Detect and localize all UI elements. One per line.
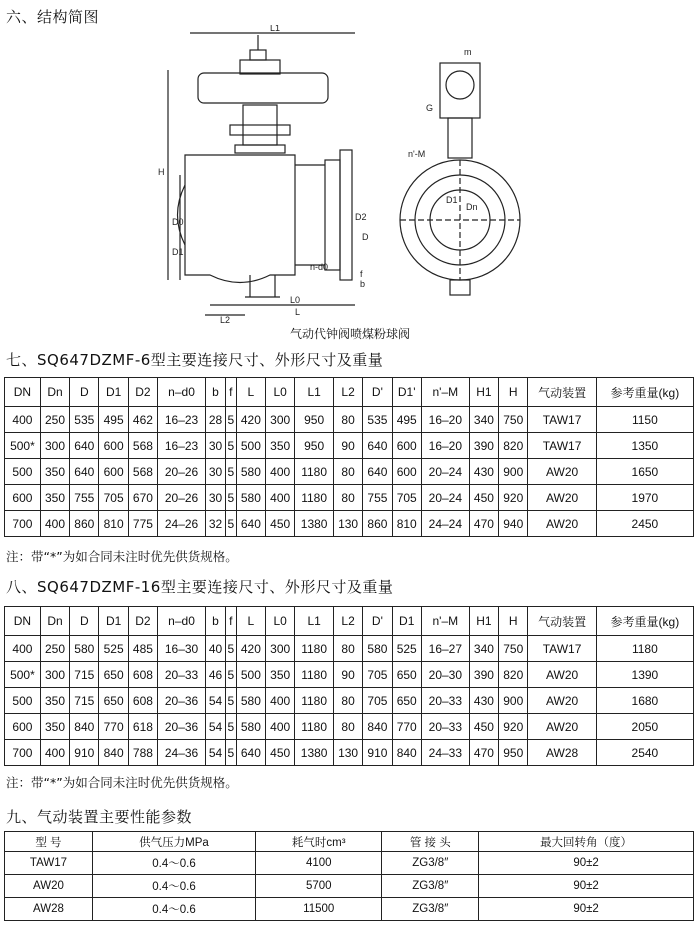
table-cell: 20–30 <box>421 662 469 688</box>
table-sq647-16 <box>4 606 694 766</box>
column-header: n–d0 <box>158 378 206 407</box>
section-9-title: 九、气动装置主要性能参数 <box>6 808 193 826</box>
table-cell: 860 <box>363 511 392 537</box>
column-header: H <box>499 378 528 407</box>
table-cell: 1150 <box>596 407 693 433</box>
table-cell: 600 <box>99 459 128 485</box>
table-cell: 470 <box>469 740 498 766</box>
column-header: L0 <box>266 607 295 636</box>
svg-text:D: D <box>362 232 369 242</box>
table-cell: 450 <box>469 714 498 740</box>
column-header: L <box>236 378 265 407</box>
table-cell: 670 <box>128 485 157 511</box>
table-cell: 20–26 <box>158 459 206 485</box>
column-header: H <box>499 607 528 636</box>
table-cell: AW20 <box>528 688 596 714</box>
column-header: 型 号 <box>5 832 93 852</box>
table-cell: 420 <box>236 636 265 662</box>
table-cell: 5 <box>226 688 237 714</box>
table-cell: 640 <box>236 740 265 766</box>
table-row <box>5 875 694 898</box>
table-cell: 500 <box>5 688 41 714</box>
table-cell: 640 <box>70 433 99 459</box>
table-row <box>5 898 694 921</box>
table-cell: 755 <box>70 485 99 511</box>
column-header: D2 <box>128 378 157 407</box>
table-cell: 1380 <box>295 740 334 766</box>
column-header: D1' <box>392 378 421 407</box>
column-header: L0 <box>266 378 295 407</box>
table-cell: 90±2 <box>479 852 694 875</box>
table-cell: 1650 <box>596 459 693 485</box>
table-cell: 450 <box>266 740 295 766</box>
table-actuator-performance <box>4 831 694 921</box>
column-header: D' <box>363 378 392 407</box>
table-cell: 755 <box>363 485 392 511</box>
table-cell: 840 <box>70 714 99 740</box>
table-cell: 90 <box>333 662 362 688</box>
column-header: 耗气时cm³ <box>256 832 382 852</box>
table-cell: 250 <box>40 407 69 433</box>
table-cell: 495 <box>392 407 421 433</box>
table-cell: 16–23 <box>158 407 206 433</box>
column-header: n'–M <box>421 378 469 407</box>
table-cell: 16–27 <box>421 636 469 662</box>
column-header: D2 <box>128 607 157 636</box>
section-7-title: 七、SQ647DZMF-6型主要连接尺寸、外形尺寸及重量 <box>6 351 384 369</box>
column-header: D <box>70 378 99 407</box>
table-cell: AW20 <box>5 875 93 898</box>
table-cell: AW20 <box>528 485 596 511</box>
table-cell: 840 <box>99 740 128 766</box>
table-cell: 30 <box>205 459 225 485</box>
table-cell: 950 <box>295 407 334 433</box>
table-cell: 608 <box>128 662 157 688</box>
table-cell: 5 <box>226 407 237 433</box>
table-cell: 1180 <box>295 459 334 485</box>
table-cell: TAW17 <box>5 852 93 875</box>
table-cell: 300 <box>40 662 69 688</box>
table-cell: 715 <box>70 688 99 714</box>
table-row <box>5 688 694 714</box>
table-cell: 20–36 <box>158 714 206 740</box>
table-row <box>5 459 694 485</box>
table-cell: 750 <box>499 407 528 433</box>
table-cell: 350 <box>40 459 69 485</box>
table-cell: 300 <box>40 433 69 459</box>
table-cell: 500 <box>236 662 265 688</box>
table-cell: 24–24 <box>421 511 469 537</box>
column-header: D <box>70 607 99 636</box>
valve-schematic <box>150 25 570 325</box>
table-cell: 5 <box>226 636 237 662</box>
table-cell: 340 <box>469 407 498 433</box>
table-cell: 400 <box>266 485 295 511</box>
table-cell: 40 <box>205 636 225 662</box>
svg-text:G: G <box>426 103 434 113</box>
table-cell: 810 <box>392 511 421 537</box>
table-cell: 600 <box>5 714 41 740</box>
table-cell: 820 <box>499 662 528 688</box>
structure-drawing <box>150 25 570 345</box>
table-cell: 618 <box>128 714 157 740</box>
table-cell: 20–24 <box>421 459 469 485</box>
table-cell: 5700 <box>256 875 382 898</box>
column-header: b <box>205 378 225 407</box>
table-cell: 568 <box>128 459 157 485</box>
column-header: H1 <box>469 378 498 407</box>
table-cell: 16–20 <box>421 433 469 459</box>
table-cell: 46 <box>205 662 225 688</box>
table-cell: 30 <box>205 485 225 511</box>
table-cell: 775 <box>128 511 157 537</box>
table-cell: 650 <box>99 662 128 688</box>
table-cell: 900 <box>499 688 528 714</box>
table-cell: 1380 <box>295 511 334 537</box>
table-cell: 1180 <box>295 688 334 714</box>
table-cell: 11500 <box>256 898 382 921</box>
column-header: 参考重量(kg) <box>596 607 693 636</box>
column-header: L2 <box>333 607 362 636</box>
column-header: DN <box>5 607 41 636</box>
table-note: 注：带“*”为如合同未注时优先供货规格。 <box>6 775 238 790</box>
table-cell: 450 <box>469 485 498 511</box>
table-cell: 1390 <box>596 662 693 688</box>
table-cell: AW20 <box>528 459 596 485</box>
table-sq647-6 <box>4 377 694 537</box>
table-note: 注：带“*”为如合同未注时优先供货规格。 <box>6 549 238 564</box>
column-header: 气动装置 <box>528 378 596 407</box>
table-cell: 495 <box>99 407 128 433</box>
table-cell: ZG3/8″ <box>382 875 479 898</box>
table-cell: 485 <box>128 636 157 662</box>
table-cell: 580 <box>236 688 265 714</box>
table-cell: 640 <box>236 511 265 537</box>
table-cell: 950 <box>295 433 334 459</box>
column-header: f <box>226 378 237 407</box>
table-cell: 350 <box>40 714 69 740</box>
table-cell: 130 <box>333 740 362 766</box>
table-cell: 250 <box>40 636 69 662</box>
table-cell: 500 <box>236 433 265 459</box>
table-cell: 920 <box>499 714 528 740</box>
table-cell: 820 <box>499 433 528 459</box>
table-cell: 24–36 <box>158 740 206 766</box>
table-cell: 580 <box>236 714 265 740</box>
section-8-title: 八、SQ647DZMF-16型主要连接尺寸、外形尺寸及重量 <box>6 578 394 596</box>
actuator-body <box>198 73 328 103</box>
table-cell: 470 <box>469 511 498 537</box>
table-cell: AW20 <box>528 511 596 537</box>
table-cell: 0.4～0.6 <box>92 852 255 875</box>
section-6-title: 六、结构简图 <box>6 8 100 26</box>
svg-text:n'-M: n'-M <box>408 149 426 159</box>
table-cell: 705 <box>363 688 392 714</box>
table-cell: 1180 <box>295 636 334 662</box>
table-cell: 5 <box>226 740 237 766</box>
table-cell: 90 <box>333 433 362 459</box>
table-header-row <box>5 378 694 407</box>
table-cell: 840 <box>363 714 392 740</box>
table-cell: 910 <box>70 740 99 766</box>
table-cell: 900 <box>499 459 528 485</box>
table-cell: 20–24 <box>421 485 469 511</box>
table-cell: 24–33 <box>421 740 469 766</box>
table-cell: 390 <box>469 662 498 688</box>
table-cell: AW28 <box>5 898 93 921</box>
table-cell: 350 <box>266 662 295 688</box>
table-cell: TAW17 <box>528 636 596 662</box>
table-cell: 54 <box>205 688 225 714</box>
table-cell: 0.4～0.6 <box>92 875 255 898</box>
table-cell: 525 <box>99 636 128 662</box>
table-row <box>5 407 694 433</box>
table-cell: 80 <box>333 688 362 714</box>
table-cell: 640 <box>363 459 392 485</box>
table-cell: 1180 <box>295 485 334 511</box>
table-cell: 1180 <box>295 714 334 740</box>
table-cell: 700 <box>5 511 41 537</box>
table-cell: 600 <box>392 459 421 485</box>
table-cell: 5 <box>226 662 237 688</box>
table-cell: 28 <box>205 407 225 433</box>
table-cell: 130 <box>333 511 362 537</box>
column-header: D' <box>363 607 392 636</box>
column-header: L1 <box>295 378 334 407</box>
table-cell: 580 <box>236 459 265 485</box>
svg-text:Dn: Dn <box>466 202 478 212</box>
table-cell: 80 <box>333 714 362 740</box>
svg-text:D1: D1 <box>446 195 458 205</box>
table-cell: 90±2 <box>479 898 694 921</box>
column-header: Dn <box>40 607 69 636</box>
table-row <box>5 714 694 740</box>
column-header: 管 接 头 <box>382 832 479 852</box>
table-cell: 1680 <box>596 688 693 714</box>
table-cell: 20–33 <box>421 714 469 740</box>
table-cell: 750 <box>499 636 528 662</box>
table-cell: 705 <box>392 485 421 511</box>
table-cell: 5 <box>226 714 237 740</box>
table-cell: 770 <box>99 714 128 740</box>
svg-text:L0: L0 <box>290 295 301 305</box>
table-cell: 0.4～0.6 <box>92 898 255 921</box>
svg-text:L2: L2 <box>220 315 231 325</box>
svg-text:H: H <box>158 167 165 177</box>
table-cell: 462 <box>128 407 157 433</box>
column-header: D1 <box>392 607 421 636</box>
table-row <box>5 636 694 662</box>
table-cell: 390 <box>469 433 498 459</box>
table-cell: 500* <box>5 433 41 459</box>
table-cell: 90±2 <box>479 875 694 898</box>
table-cell: 430 <box>469 688 498 714</box>
table-cell: 400 <box>40 511 69 537</box>
column-header: D1 <box>99 378 128 407</box>
table-cell: 705 <box>363 662 392 688</box>
table-cell: 5 <box>226 459 237 485</box>
table-cell: 350 <box>266 433 295 459</box>
svg-text:b: b <box>360 279 366 289</box>
table-cell: 350 <box>40 485 69 511</box>
table-row <box>5 740 694 766</box>
table-row <box>5 485 694 511</box>
table-row <box>5 511 694 537</box>
table-cell: 535 <box>363 407 392 433</box>
table-cell: 5 <box>226 433 237 459</box>
table-cell: 600 <box>99 433 128 459</box>
table-cell: 940 <box>499 511 528 537</box>
table-cell: 80 <box>333 636 362 662</box>
table-cell: 525 <box>392 636 421 662</box>
table-cell: 920 <box>499 485 528 511</box>
column-header: f <box>226 607 237 636</box>
table-cell: TAW17 <box>528 407 596 433</box>
column-header: L2 <box>333 378 362 407</box>
svg-text:n-d0: n-d0 <box>310 262 329 272</box>
svg-text:f: f <box>360 269 363 279</box>
table-cell: 20–33 <box>421 688 469 714</box>
table-cell: 16–30 <box>158 636 206 662</box>
table-header-row <box>5 832 694 852</box>
table-cell: 400 <box>266 714 295 740</box>
table-cell: 1180 <box>596 636 693 662</box>
table-cell: 400 <box>5 636 41 662</box>
table-cell: 400 <box>5 407 41 433</box>
table-cell: 715 <box>70 662 99 688</box>
table-cell: 32 <box>205 511 225 537</box>
table-cell: 580 <box>236 485 265 511</box>
table-cell: 770 <box>392 714 421 740</box>
column-header: 参考重量(kg) <box>596 378 693 407</box>
table-cell: 535 <box>70 407 99 433</box>
table-cell: 30 <box>205 433 225 459</box>
table-cell: 650 <box>392 688 421 714</box>
column-header: b <box>205 607 225 636</box>
table-cell: 340 <box>469 636 498 662</box>
table-cell: 1970 <box>596 485 693 511</box>
table-cell: 1350 <box>596 433 693 459</box>
table-cell: 608 <box>128 688 157 714</box>
table-cell: 788 <box>128 740 157 766</box>
table-cell: 600 <box>392 433 421 459</box>
table-cell: 300 <box>266 636 295 662</box>
table-cell: 400 <box>40 740 69 766</box>
table-row <box>5 852 694 875</box>
table-cell: AW28 <box>528 740 596 766</box>
column-header: n–d0 <box>158 607 206 636</box>
column-header: 最大回转角（度） <box>479 832 694 852</box>
column-header: Dn <box>40 378 69 407</box>
table-cell: 810 <box>99 511 128 537</box>
table-cell: 650 <box>392 662 421 688</box>
table-cell: 640 <box>70 459 99 485</box>
column-header: 供气压力MPa <box>92 832 255 852</box>
table-cell: AW20 <box>528 714 596 740</box>
table-cell: 2540 <box>596 740 693 766</box>
table-cell: 80 <box>333 485 362 511</box>
column-header: H1 <box>469 607 498 636</box>
table-cell: 5 <box>226 485 237 511</box>
table-cell: 500* <box>5 662 41 688</box>
table-cell: 580 <box>70 636 99 662</box>
table-cell: 650 <box>99 688 128 714</box>
table-cell: 5 <box>226 511 237 537</box>
svg-text:L: L <box>295 307 301 317</box>
column-header: L1 <box>295 607 334 636</box>
table-cell: 430 <box>469 459 498 485</box>
table-cell: ZG3/8″ <box>382 852 479 875</box>
table-cell: 840 <box>392 740 421 766</box>
svg-text:D1: D1 <box>172 247 184 257</box>
column-header: DN <box>5 378 41 407</box>
table-cell: 500 <box>5 459 41 485</box>
table-cell: 24–26 <box>158 511 206 537</box>
table-cell: 2050 <box>596 714 693 740</box>
table-cell: 950 <box>499 740 528 766</box>
table-cell: TAW17 <box>528 433 596 459</box>
table-cell: 54 <box>205 740 225 766</box>
table-cell: 300 <box>266 407 295 433</box>
table-cell: 16–23 <box>158 433 206 459</box>
svg-text:m: m <box>464 47 472 57</box>
table-cell: 705 <box>99 485 128 511</box>
table-row <box>5 662 694 688</box>
table-cell: 580 <box>363 636 392 662</box>
table-cell: 600 <box>5 485 41 511</box>
table-cell: 1180 <box>295 662 334 688</box>
column-header: L <box>236 607 265 636</box>
actuator-top <box>240 60 280 74</box>
table-cell: 4100 <box>256 852 382 875</box>
table-cell: 80 <box>333 459 362 485</box>
table-cell: 400 <box>266 459 295 485</box>
table-cell: 80 <box>333 407 362 433</box>
table-cell: 700 <box>5 740 41 766</box>
table-cell: 450 <box>266 511 295 537</box>
table-header-row <box>5 607 694 636</box>
column-header: 气动装置 <box>528 607 596 636</box>
column-header: D1 <box>99 607 128 636</box>
column-header: n'–M <box>421 607 469 636</box>
table-cell: 20–33 <box>158 662 206 688</box>
table-cell: 20–36 <box>158 688 206 714</box>
table-cell: 54 <box>205 714 225 740</box>
table-cell: ZG3/8″ <box>382 898 479 921</box>
table-cell: 640 <box>363 433 392 459</box>
table-cell: 400 <box>266 688 295 714</box>
table-cell: 16–20 <box>421 407 469 433</box>
table-cell: 910 <box>363 740 392 766</box>
svg-text:L1: L1 <box>270 25 281 33</box>
table-cell: 20–26 <box>158 485 206 511</box>
svg-text:D0: D0 <box>172 217 184 227</box>
drawing-caption: 气动代钟阀喷煤粉球阀 <box>289 327 410 341</box>
table-cell: 350 <box>40 688 69 714</box>
svg-text:D2: D2 <box>355 212 367 222</box>
table-cell: 568 <box>128 433 157 459</box>
table-cell: AW20 <box>528 662 596 688</box>
table-row <box>5 433 694 459</box>
table-cell: 420 <box>236 407 265 433</box>
table-cell: 2450 <box>596 511 693 537</box>
table-cell: 860 <box>70 511 99 537</box>
